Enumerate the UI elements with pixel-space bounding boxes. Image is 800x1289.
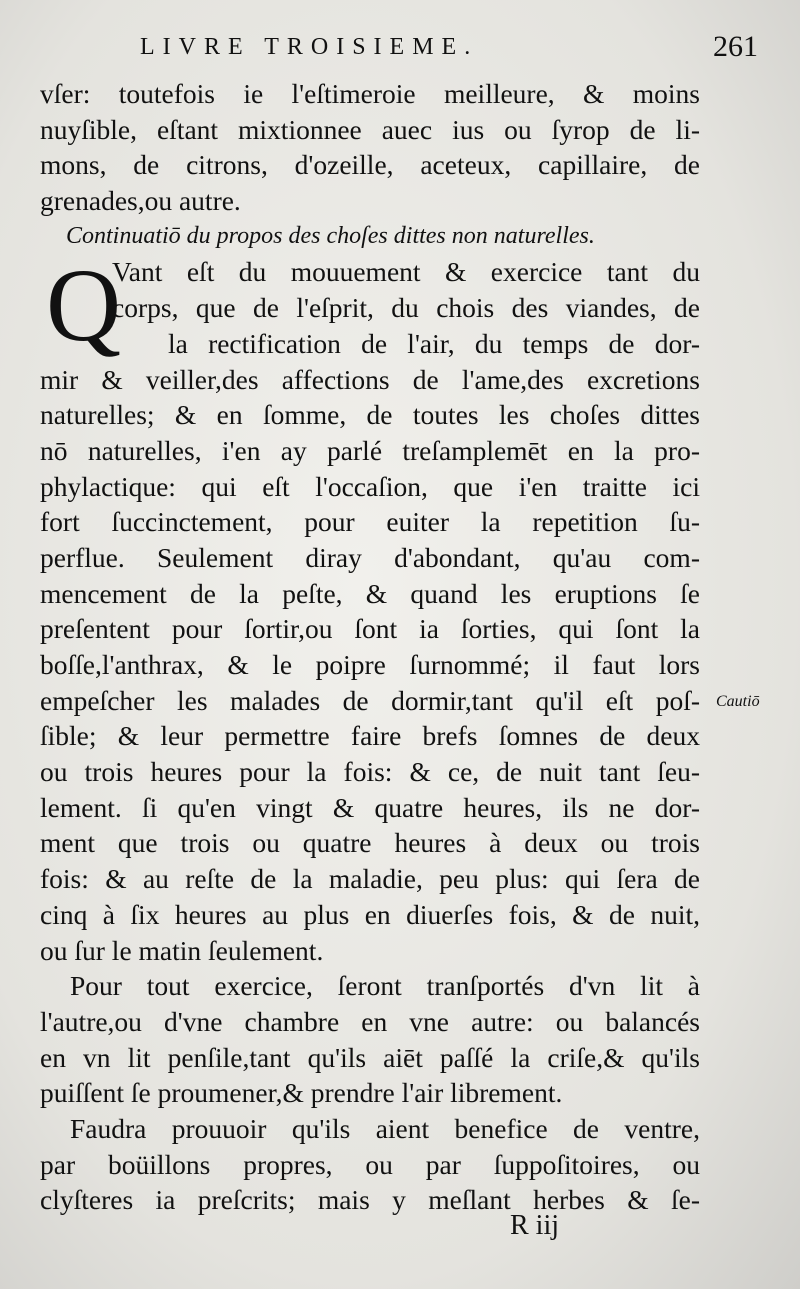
text-line: fort ſuccinctement, pour euiter la repetition ſu- [40, 506, 700, 538]
text-line: mir & veiller,des affections de l'ame,des excretions [40, 363, 700, 395]
text-line: Faudra prouuoir qu'ils aient benefice de ventre, [70, 1112, 700, 1144]
page-header [0, 30, 800, 70]
text-line: ſible; & leur permettre faire brefs ſomnes de deux [40, 720, 700, 752]
text-line: Pour tout exercice, ſeront tranſportés d'vn lit à [70, 970, 700, 1002]
text-line: cinq à ſix heures au plus en diuerſes fois, & de nuit, [40, 898, 700, 930]
page-footer [0, 1200, 800, 1250]
text-line: la rectification de l'air, du temps de dor- [168, 327, 700, 359]
text-line: ou trois heures pour la fois: & ce, de nuit tant ſeu- [40, 756, 700, 788]
paragraph-1 [40, 248, 700, 968]
text-line: puiſſent ſe proumener,& prendre l'air librement. [40, 1077, 563, 1109]
text-line: nō naturelles, i'en ay parlé treſamplemēt en la pro- [40, 434, 700, 466]
paragraph-2 [40, 968, 700, 1111]
running-head: LIVRE TROISIEME. [140, 34, 479, 60]
text-line: naturelles; & en ſomme, de toutes les choſes dittes [40, 399, 700, 431]
margin-note: Cautiō [716, 693, 760, 710]
page-number: 261 [713, 30, 758, 63]
text-line: perflue. Seulement diray d'abondant, qu'au com- [40, 541, 700, 573]
text-line: vſer: toutefois ie l'eſtimeroie meilleure, & moins [40, 78, 700, 109]
drop-cap: Q [46, 248, 122, 364]
text-line: ment que trois ou quatre heures à deux ou trois [40, 827, 700, 859]
text-line: fois: & au reſte de la maladie, peu plus: qui ſera de [40, 863, 700, 895]
text-line: ou ſur le matin ſeulement. [40, 934, 324, 966]
text-line: lement. ſi qu'en vingt & quatre heures, ils ne dor- [40, 791, 700, 823]
text-line: Vant eſt du mouuement & exercice tant du [112, 256, 700, 288]
text-line: l'autre,ou d'vne chambre en vne autre: ou balancés [40, 1005, 700, 1037]
text-line: en vn lit penſile,tant qu'ils aiēt paſſé la criſe,& qu'ils [40, 1041, 700, 1073]
text-line: preſentent pour ſortir,ou ſont ia ſorties, qui ſont la [40, 613, 700, 645]
text-line: par boüillons propres, ou par ſuppoſitoires, ou [40, 1148, 700, 1180]
text-line: clyſteres ia preſcrits; mais y meſlant herbes & ſe- [40, 1184, 700, 1216]
text-line: empeſcher les malades de dormir,tant qu'il eſt poſ- [40, 684, 700, 716]
text-line: phylactique: qui eſt l'occaſion, que i'en traitte ici [40, 470, 700, 502]
signature-mark: R iij [510, 1210, 560, 1241]
text-line: mencement de la peſte, & quand les eruptions ſe [40, 577, 700, 609]
body-text [40, 76, 700, 1218]
text-line: nuyſible, eſtant mixtionnee auec ius ou ſyrop de li- [40, 113, 700, 145]
text-line: mons, de citrons, d'ozeille, aceteux, capillaire, de [40, 149, 700, 181]
section-heading: Continuatiō du propos des choſes dittes non naturelles. [66, 222, 595, 249]
text-line: boſſe,l'anthrax, & le poipre ſurnommé; il faut lors [40, 649, 700, 680]
text-line: corps, que de l'eſprit, du chois des viandes, de [112, 292, 700, 324]
text-line: grenades,ou autre. [40, 185, 241, 217]
